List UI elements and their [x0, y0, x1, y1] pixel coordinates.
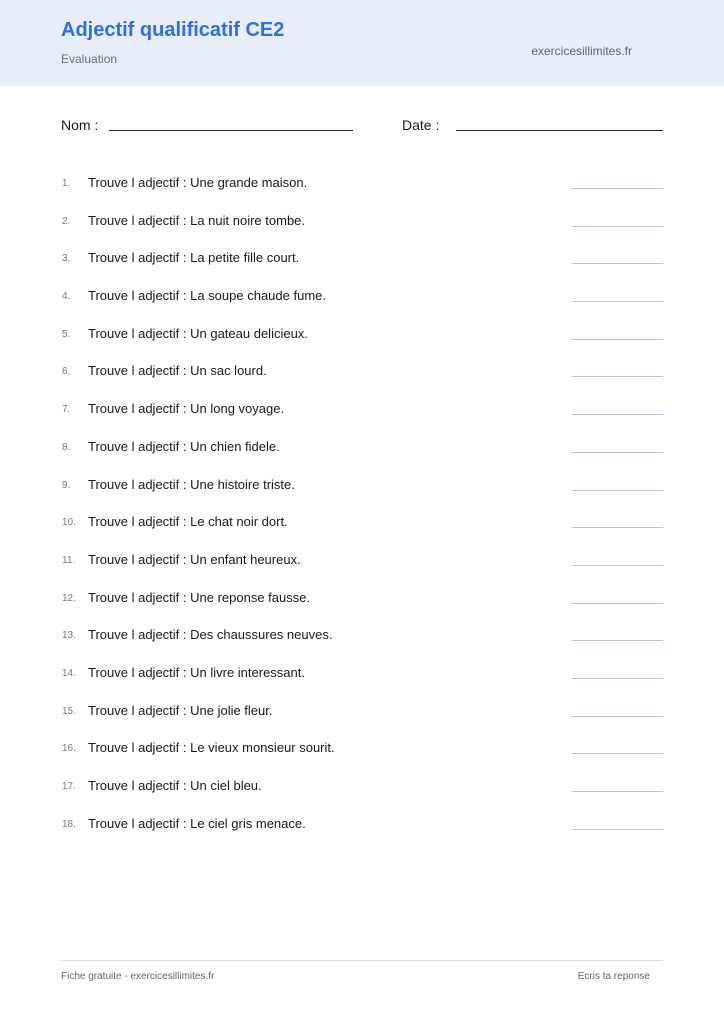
- answer-line[interactable]: [572, 226, 663, 227]
- answer-line[interactable]: [572, 791, 663, 792]
- footer-divider: [61, 960, 663, 961]
- answer-line[interactable]: [572, 414, 663, 415]
- student-info-row: [61, 117, 663, 137]
- answer-line[interactable]: [572, 829, 663, 830]
- answer-line[interactable]: [572, 753, 663, 754]
- question-list: [0, 174, 724, 852]
- answer-line[interactable]: [572, 527, 663, 528]
- question-text: Trouve l adjectif : Un long voyage.: [88, 401, 285, 417]
- question-row: [0, 739, 724, 777]
- name-field[interactable]: [109, 130, 353, 131]
- answer-line[interactable]: [572, 339, 663, 340]
- question-row: [0, 664, 724, 702]
- question-number: 6.: [62, 366, 71, 378]
- question-text: Trouve l adjectif : Un enfant heureux.: [88, 551, 301, 567]
- question-text: Trouve l adjectif : Un chien fidele.: [88, 438, 280, 454]
- question-row: [0, 702, 724, 740]
- question-row: [0, 174, 724, 212]
- question-row: [0, 626, 724, 664]
- question-number: 3.: [62, 253, 71, 265]
- question-number: 5.: [62, 328, 71, 340]
- answer-line[interactable]: [572, 678, 663, 679]
- question-text: Trouve l adjectif : Le chat noir dort.: [88, 514, 288, 530]
- question-text: Trouve l adjectif : Une histoire triste.: [88, 476, 295, 492]
- answer-line[interactable]: [572, 452, 663, 453]
- question-row: [0, 287, 724, 325]
- question-number: 8.: [62, 441, 71, 453]
- question-number: 10.: [62, 517, 76, 529]
- answer-line[interactable]: [572, 490, 663, 491]
- question-text: Trouve l adjectif : Un gateau delicieux.: [88, 325, 308, 341]
- site-name: exercicesillimites.fr: [531, 44, 632, 58]
- question-row: [0, 400, 724, 438]
- question-row: [0, 551, 724, 589]
- answer-line[interactable]: [572, 376, 663, 377]
- answer-line[interactable]: [572, 716, 663, 717]
- footer-instruction: Ecris ta reponse: [577, 971, 650, 982]
- question-row: [0, 589, 724, 627]
- date-label: Date :: [402, 117, 440, 133]
- question-number: 11.: [62, 554, 76, 566]
- question-number: 18.: [62, 818, 76, 830]
- answer-line[interactable]: [572, 301, 663, 302]
- question-number: 9.: [62, 479, 71, 491]
- question-text: Trouve l adjectif : La petite fille court.: [88, 250, 300, 266]
- question-row: [0, 513, 724, 551]
- answer-line[interactable]: [572, 188, 663, 189]
- question-text: Trouve l adjectif : La soupe chaude fume.: [88, 288, 326, 304]
- question-row: [0, 777, 724, 815]
- page-title: Adjectif qualificatif CE2: [61, 19, 285, 41]
- name-label: Nom :: [61, 117, 99, 133]
- question-row: [0, 438, 724, 476]
- question-number: 2.: [62, 215, 71, 227]
- question-row: [0, 476, 724, 514]
- question-number: 14.: [62, 667, 76, 679]
- question-text: Trouve l adjectif : Un livre interessant.: [88, 664, 305, 680]
- question-number: 4.: [62, 291, 71, 303]
- footer-credit: Fiche gratuite - exercicesillimites.fr: [61, 971, 215, 982]
- question-text: Trouve l adjectif : La nuit noire tombe.: [88, 212, 306, 228]
- question-text: Trouve l adjectif : Une grande maison.: [88, 175, 308, 190]
- question-text: Trouve l adjectif : Un ciel bleu.: [88, 778, 262, 793]
- question-text: Trouve l adjectif : Une reponse fausse.: [88, 589, 311, 605]
- question-text: Trouve l adjectif : Des chaussures neuves.: [88, 627, 333, 643]
- answer-line[interactable]: [572, 640, 663, 641]
- question-text: Trouve l adjectif : Une jolie fleur.: [88, 702, 273, 718]
- question-number: 7.: [62, 404, 71, 416]
- date-field[interactable]: [456, 130, 663, 131]
- question-text: Trouve l adjectif : Le vieux monsieur sourit.: [88, 740, 335, 756]
- question-row: [0, 325, 724, 363]
- question-row: [0, 249, 724, 287]
- question-row: [0, 212, 724, 250]
- question-number: 15.: [62, 705, 76, 717]
- page-subtitle: Evaluation: [61, 52, 118, 66]
- question-number: 12.: [62, 592, 76, 604]
- question-number: 16.: [62, 743, 76, 755]
- header-banner: [0, 0, 724, 86]
- question-number: 13.: [62, 630, 76, 642]
- answer-line[interactable]: [572, 603, 663, 604]
- answer-line[interactable]: [572, 565, 663, 566]
- question-number: 17.: [62, 781, 76, 792]
- question-number: 1.: [62, 178, 71, 189]
- question-text: Trouve l adjectif : Le ciel gris menace.: [88, 815, 306, 831]
- answer-line[interactable]: [572, 263, 663, 264]
- question-row: [0, 362, 724, 400]
- question-row: [0, 815, 724, 853]
- question-text: Trouve l adjectif : Un sac lourd.: [88, 363, 267, 379]
